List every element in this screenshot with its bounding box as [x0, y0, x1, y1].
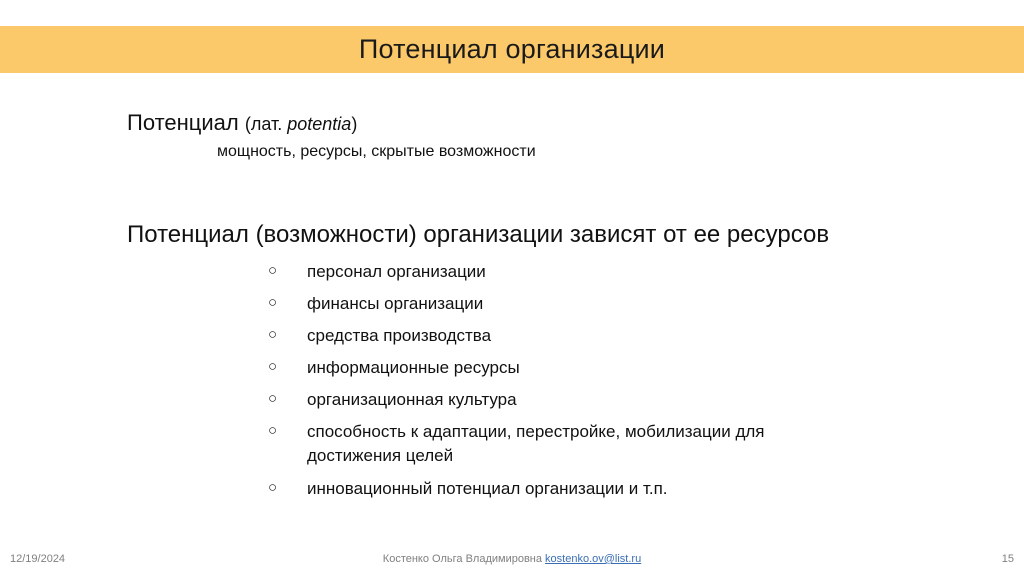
resource-item-text: персонал организации: [307, 262, 486, 281]
footer-date: 12/19/2024: [10, 553, 66, 565]
circle-bullet-icon: ○: [268, 358, 278, 375]
etymology-close: ): [351, 114, 358, 134]
resource-item: [268, 292, 848, 316]
circle-bullet-icon: ○: [268, 479, 278, 496]
resource-item: [268, 260, 848, 284]
resources-heading: Потенциал (возможности) организации зависят от ее ресурсов: [127, 221, 830, 248]
footer-email-link[interactable]: kostenko.ov@list.ru: [545, 553, 642, 565]
resource-item-text: средства производства: [307, 326, 492, 345]
circle-bullet-icon: ○: [268, 422, 278, 439]
resource-item-text: информационные ресурсы: [307, 358, 520, 377]
footer-page-number: 15: [1001, 553, 1014, 565]
resource-item: [268, 356, 848, 380]
resource-item: [268, 324, 848, 348]
resource-item: [268, 388, 848, 412]
definition-meaning: мощность, ресурсы, скрытые возможности: [217, 143, 536, 160]
resource-item: [268, 477, 848, 501]
resource-item-text: инновационный потенциал организации и т.п.: [307, 479, 668, 498]
definition-line: [127, 110, 357, 136]
definition-etymology: [245, 114, 357, 134]
slide-title: Потенциал организации: [358, 34, 666, 64]
footer-author: [0, 553, 1024, 565]
circle-bullet-icon: ○: [268, 294, 278, 311]
resource-item-text: финансы организации: [307, 294, 484, 313]
circle-bullet-icon: ○: [268, 390, 278, 407]
resource-item-text: организационная культура: [307, 390, 517, 409]
circle-bullet-icon: ○: [268, 262, 278, 279]
resource-item: [268, 420, 848, 468]
definition-term: Потенциал: [127, 110, 239, 135]
title-bar: [0, 26, 1024, 73]
circle-bullet-icon: ○: [268, 326, 278, 343]
latin-word: potentia: [287, 114, 352, 134]
footer-author-name: Костенко Ольга Владимировна: [382, 553, 546, 565]
etymology-open: (лат.: [244, 114, 288, 134]
resource-item-text: способность к адаптации, перестройке, мобилизации для достижения целей: [307, 422, 765, 465]
